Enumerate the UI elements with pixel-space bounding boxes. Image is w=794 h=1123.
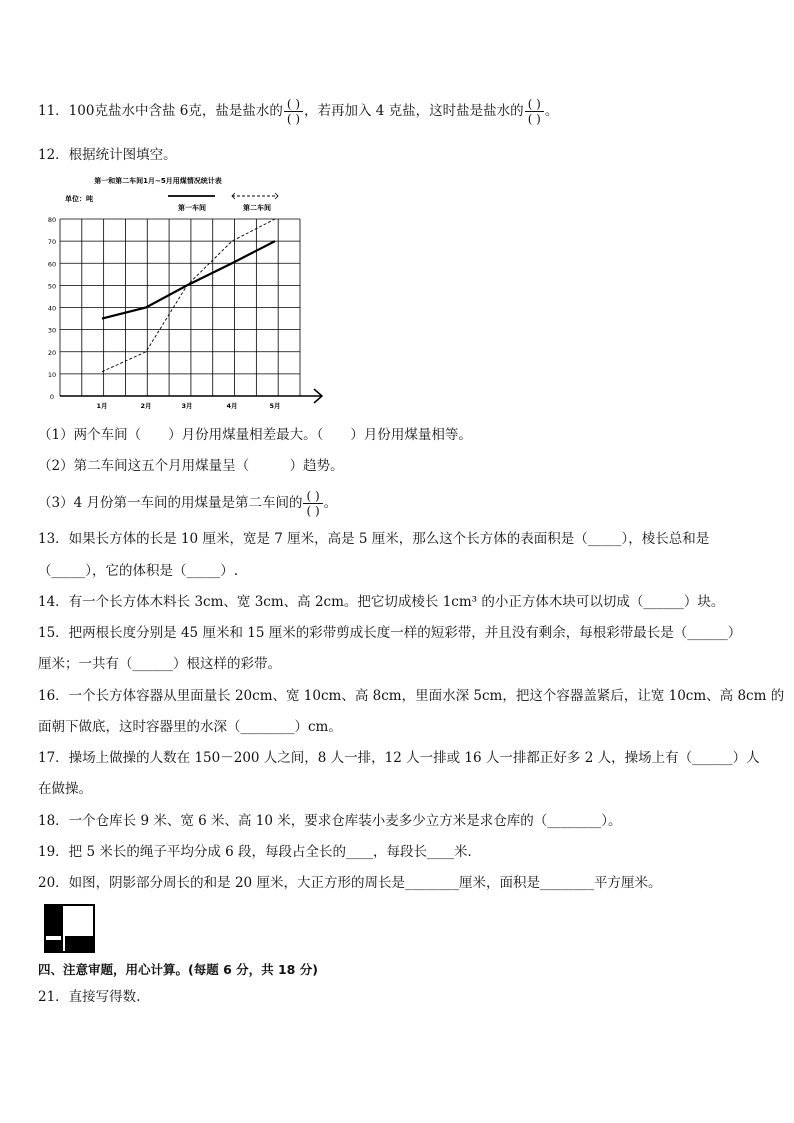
section-4-heading: 四、注意审题，用心计算。(每题 6 分，共 18 分) xyxy=(38,962,318,977)
x-tick-label: 4月 xyxy=(226,402,238,410)
x-tick-label: 2月 xyxy=(140,402,152,410)
y-tick-label: 40 xyxy=(47,304,57,313)
series-line-workshop-1 xyxy=(102,241,275,318)
question-12: 12．根据统计图填空。 xyxy=(38,147,177,163)
chart-grid xyxy=(60,219,322,403)
q11-frac1-denominator: ( ) xyxy=(286,112,301,126)
q12-sub3-numerator: ( ) xyxy=(303,489,322,504)
shaded-left-rectangle xyxy=(45,905,62,936)
legend-arrow-right xyxy=(275,193,278,199)
y-tick-label: 80 xyxy=(47,216,57,224)
question-15-line-1: 15．把两根长度分别是 45 厘米和 15 厘米的彩带剪成长度一样的短彩带，并且没有剩余，每根彩带最长是（______） xyxy=(38,625,742,641)
y-tick-label: 20 xyxy=(47,348,57,357)
y-tick-label: 70 xyxy=(47,238,57,247)
chart-title: 第一和第二车间1月~5月用煤情况统计表 xyxy=(94,177,222,185)
coal-usage-line-chart xyxy=(40,172,340,412)
q11-fraction-1 xyxy=(284,97,303,126)
question-19: 19．把 5 米长的绳子平均分成 6 段，每段占全长的____，每段长____米． xyxy=(38,844,482,860)
question-13-line-1: 13．如果长方体的长是 10 厘米，宽是 7 厘米，高是 5 厘米，那么这个长方体的表面积是（_____），棱长总和是 xyxy=(38,531,710,547)
q11-text-b: ，若再加入 4 克盐，这时盐是盐水的 xyxy=(304,103,524,119)
q12-sub-3 xyxy=(38,489,337,518)
x-tick-label: 3月 xyxy=(181,402,193,410)
q12-sub-1: （1）两个车间（ ）月份用煤量相差最大。（ ）月份用煤量相等。 xyxy=(38,427,472,443)
question-11 xyxy=(38,97,558,126)
x-tick-label: 1月 xyxy=(96,402,108,410)
q11-text-c: 。 xyxy=(544,103,559,119)
y-tick-label: 0 xyxy=(49,393,55,401)
legend-label-workshop-2: 第二车间 xyxy=(243,204,271,212)
question-14: 14．有一个长方体木料长 3cm、宽 3cm、高 2cm。把它切成棱长 1cm³ 的小正方体木块可以切成（______）块。 xyxy=(38,594,725,610)
question-15-line-2: 厘米；一共有（______）根这样的彩带。 xyxy=(38,656,281,672)
q11-text-a: 11．100克盐水中含盐 6克，盐是盐水的 xyxy=(38,103,283,119)
y-tick-label: 60 xyxy=(47,260,57,269)
legend-label-workshop-1: 第一车间 xyxy=(178,204,206,212)
q11-fraction-2 xyxy=(525,97,544,126)
chart-unit-label: 单位：吨 xyxy=(65,195,93,203)
shaded-bottom-right-rectangle xyxy=(65,936,94,952)
series-line-workshop-2 xyxy=(102,219,275,372)
q11-frac2-numerator: ( ) xyxy=(525,97,544,112)
q12-sub3-text-a: （3）4 月份第一车间的用煤量是第二车间的 xyxy=(38,495,303,511)
square-shaded-figure xyxy=(44,904,96,954)
question-13-line-2: （_____），它的体积是（_____）. xyxy=(38,563,239,579)
question-16-line-2: 面朝下做底，这时容器里的水深（________）cm。 xyxy=(38,719,342,735)
question-17-line-1: 17．操场上做操的人数在 150－200 人之间，8 人一排，12 人一排或 16 人一排都正好多 2 人，操场上有（______）人 xyxy=(38,750,760,766)
question-17-line-2: 在做操。 xyxy=(38,781,92,797)
q11-frac2-denominator: ( ) xyxy=(527,112,541,126)
y-tick-label: 50 xyxy=(47,282,57,291)
x-tick-label: 5月 xyxy=(269,402,281,410)
chart-legend xyxy=(168,193,278,212)
question-16-line-1: 16．一个长方体容器从里面量长 20cm、宽 10cm、高 8cm，里面水深 5cm，把这个容器盖紧后，让宽 10cm、高 8cm 的 xyxy=(38,688,785,704)
q12-sub3-denominator: ( ) xyxy=(306,504,320,518)
question-20: 20．如图，阴影部分周长的和是 20 厘米，大正方形的周长是________厘米，面积是________平方厘米。 xyxy=(38,875,662,891)
q12-sub3-fraction xyxy=(303,489,322,518)
y-tick-label: 10 xyxy=(47,370,57,379)
q12-sub3-text-b: 。 xyxy=(323,495,338,511)
q12-sub-2: （2）第二车间这五个月用煤量呈（ ）趋势。 xyxy=(38,458,344,474)
question-18: 18．一个仓库长 9 米、宽 6 米、高 10 米，要求仓库装小麦多少立方米是求仓库的（________）。 xyxy=(38,813,622,829)
y-tick-label: 30 xyxy=(47,326,57,335)
chart-tick-labels xyxy=(48,216,281,410)
shaded-bottom-left-square xyxy=(45,940,62,952)
q11-frac1-numerator: ( ) xyxy=(284,97,303,112)
chart-series xyxy=(102,219,275,372)
question-21: 21．直接写得数. xyxy=(38,989,141,1005)
